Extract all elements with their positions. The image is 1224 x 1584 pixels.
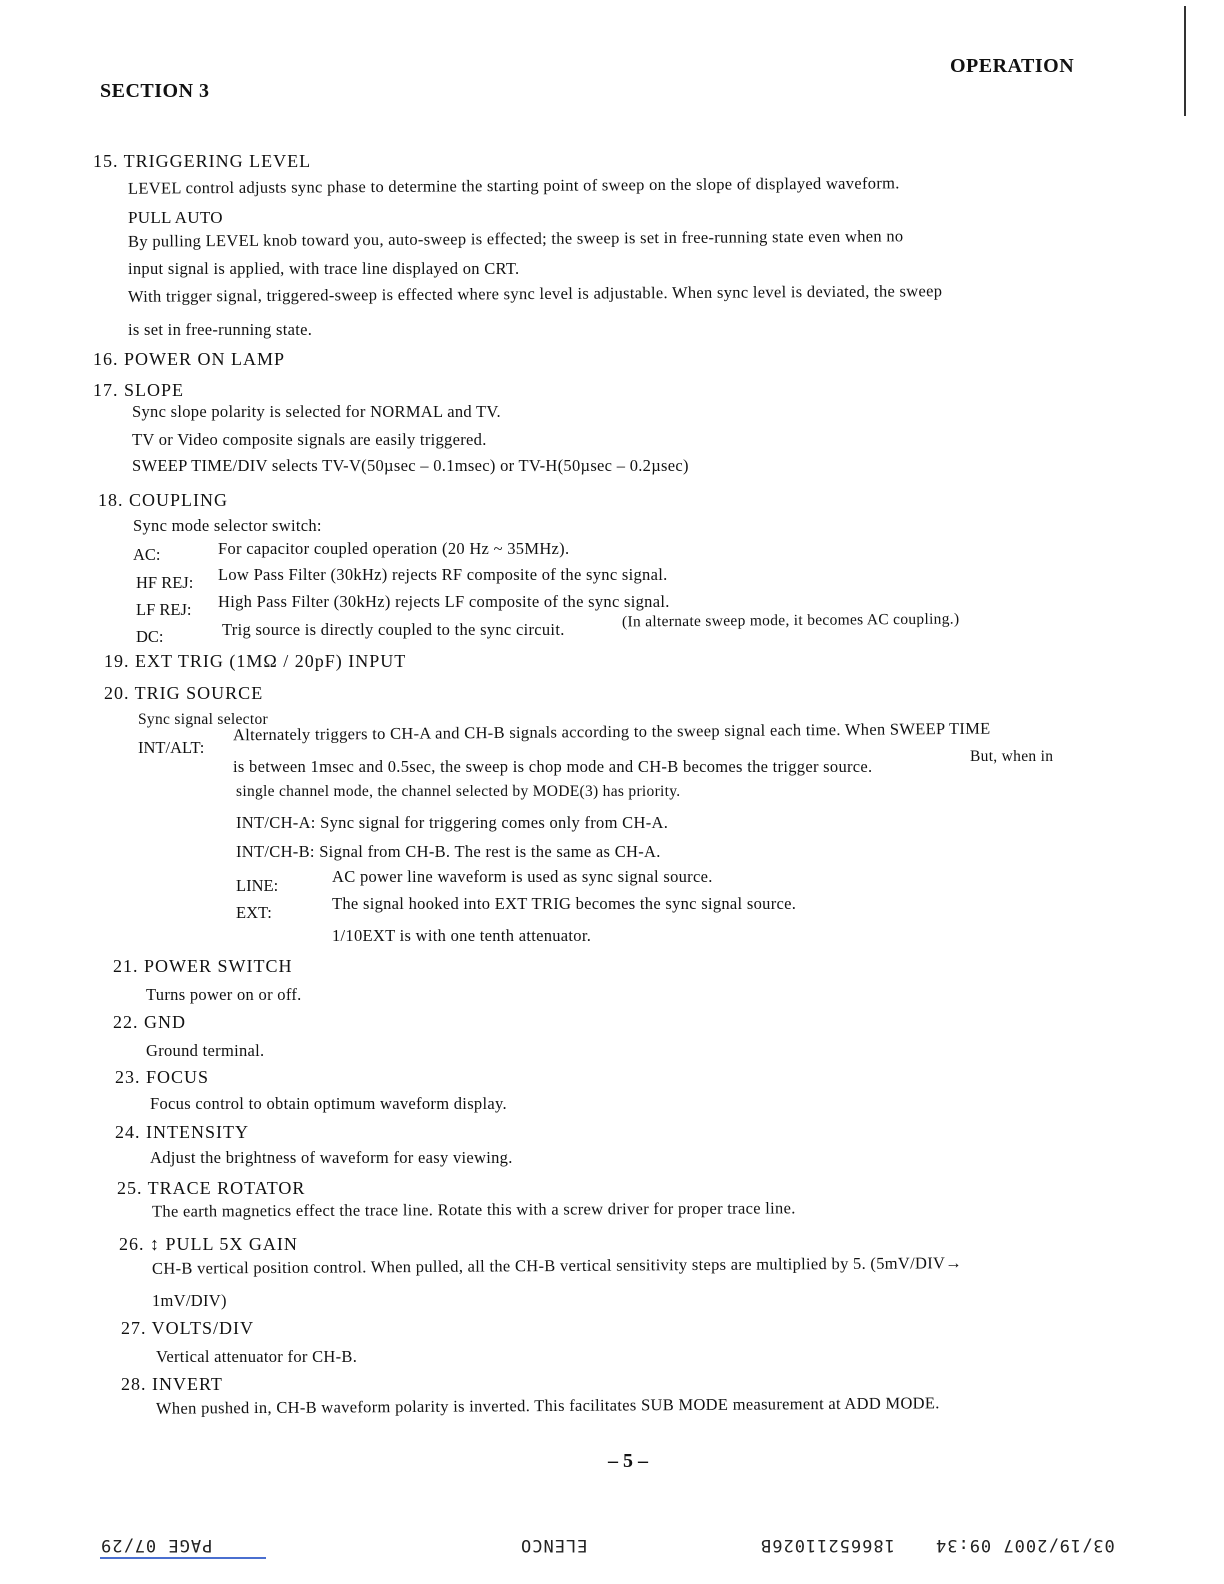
- section-label: SECTION 3: [100, 80, 210, 102]
- item-26-line-1: CH-B vertical position control. When pulled, all the CH-B vertical sensitivity steps are multiplied by 5. (5mV/DIV→: [151, 1253, 963, 1278]
- coupling-lf-label: LF REJ:: [136, 600, 192, 619]
- trig-line-text: AC power line waveform is used as sync signal source.: [332, 867, 713, 886]
- coupling-lf-text: High Pass Filter (30kHz) rejects LF composite of the sync signal.: [218, 592, 670, 611]
- item-25-heading: 25. TRACE ROTATOR: [117, 1178, 306, 1198]
- trig-cha-line: INT/CH-A: Sync signal for triggering comes only from CH-A.: [236, 813, 669, 832]
- item-28-heading: 28. INVERT: [121, 1374, 223, 1394]
- item-16-heading: 16. POWER ON LAMP: [93, 349, 286, 369]
- item-23-line-1: Focus control to obtain optimum waveform display.: [150, 1094, 507, 1113]
- fax-phone: 18665211026B: [760, 1535, 895, 1555]
- trig-alt-line-2b: But, when in: [970, 748, 1054, 765]
- coupling-ac-label: AC:: [133, 545, 161, 564]
- item-22-line-1: Ground terminal.: [146, 1041, 265, 1060]
- item-17-line-1: Sync slope polarity is selected for NORMAL and TV.: [132, 402, 501, 421]
- page-title: OPERATION: [950, 55, 1075, 77]
- trig-ext-line-2: 1/10EXT is with one tenth attenuator.: [332, 926, 592, 945]
- item-22-heading: 22. GND: [113, 1012, 186, 1032]
- item-15-line-4: With trigger signal, triggered-sweep is effected where sync level is adjustable. When sync level is deviated, the sweep: [127, 281, 943, 306]
- item-25-line-1: The earth magnetics effect the trace line. Rotate this with a screw driver for proper trace line.: [151, 1198, 796, 1221]
- trig-ext-label: EXT:: [236, 903, 272, 922]
- item-24-line-1: Adjust the brightness of waveform for easy viewing.: [150, 1148, 513, 1167]
- trig-chb-line: INT/CH-B: Signal from CH-B. The rest is the same as CH-A.: [236, 842, 661, 861]
- coupling-ac-text: For capacitor coupled operation (20 Hz ~ 35MHz).: [218, 539, 570, 558]
- item-19-heading: 19. EXT TRIG (1MΩ / 20pF) INPUT: [104, 651, 407, 671]
- coupling-hf-text: Low Pass Filter (30kHz) rejects RF composite of the sync signal.: [218, 565, 668, 584]
- page-number: – 5 –: [608, 1450, 648, 1472]
- trig-alt-line-1: Alternately triggers to CH-A and CH-B signals according to the sweep signal each time. When SWEEP TIME: [232, 718, 991, 745]
- item-26-heading: 26. ↕ PULL 5X GAIN: [119, 1234, 298, 1254]
- item-15-line-2: By pulling LEVEL knob toward you, auto-sweep is effected; the sweep is set in free-running state even when no: [127, 226, 904, 251]
- item-15-heading: 15. TRIGGERING LEVEL: [93, 151, 312, 171]
- coupling-dc-note: (In alternate sweep mode, it becomes AC coupling.): [621, 610, 960, 631]
- trig-alt-line-3: single channel mode, the channel selected by MODE(3) has priority.: [236, 783, 681, 800]
- item-15-line-3: input signal is applied, with trace line displayed on CRT.: [128, 259, 520, 278]
- trig-ext-text: The signal hooked into EXT TRIG becomes the sync signal source.: [332, 894, 797, 913]
- scan-edge-mark: [1184, 6, 1186, 116]
- item-21-line-1: Turns power on or off.: [146, 985, 302, 1004]
- item-15-line-5: is set in free-running state.: [128, 320, 313, 339]
- item-21-heading: 21. POWER SWITCH: [113, 956, 293, 976]
- trig-alt-line-2: is between 1msec and 0.5sec, the sweep is chop mode and CH-B becomes the trigger source.: [233, 757, 873, 776]
- item-24-heading: 24. INTENSITY: [115, 1122, 249, 1142]
- item-17-line-3: SWEEP TIME/DIV selects TV-V(50µsec – 0.1msec) or TV-H(50µsec – 0.2µsec): [132, 456, 689, 475]
- item-20-line-1: Sync signal selector: [138, 711, 268, 728]
- fax-date-time: 03/19/2007 09:34: [935, 1535, 1115, 1555]
- footer-underline: [100, 1557, 266, 1559]
- item-26-line-2: 1mV/DIV): [152, 1291, 227, 1310]
- coupling-hf-label: HF REJ:: [136, 573, 194, 592]
- coupling-dc-text: Trig source is directly coupled to the sync circuit.: [222, 620, 565, 639]
- item-17-line-2: TV or Video composite signals are easily triggered.: [132, 430, 487, 449]
- item-28-line-1: When pushed in, CH-B waveform polarity is inverted. This facilitates SUB MODE measurement at ADD MODE.: [155, 1393, 940, 1418]
- item-18-line-1: Sync mode selector switch:: [133, 516, 322, 535]
- item-27-heading: 27. VOLTS/DIV: [121, 1318, 255, 1338]
- trig-alt-label: INT/ALT:: [138, 738, 205, 757]
- item-18-heading: 18. COUPLING: [98, 490, 229, 510]
- item-27-line-1: Vertical attenuator for CH-B.: [156, 1347, 358, 1366]
- fax-sender: ELENCO: [520, 1535, 588, 1555]
- item-20-heading: 20. TRIG SOURCE: [104, 683, 264, 703]
- item-23-heading: 23. FOCUS: [115, 1067, 210, 1087]
- item-17-heading: 17. SLOPE: [93, 380, 185, 400]
- trig-line-label: LINE:: [236, 876, 279, 895]
- coupling-dc-label: DC:: [136, 627, 164, 646]
- fax-page-count: PAGE 07/29: [100, 1535, 213, 1555]
- item-15-line-1: LEVEL control adjusts sync phase to determine the starting point of sweep on the slope of displayed waveform.: [127, 173, 900, 198]
- item-15-sub-heading: PULL AUTO: [128, 208, 223, 227]
